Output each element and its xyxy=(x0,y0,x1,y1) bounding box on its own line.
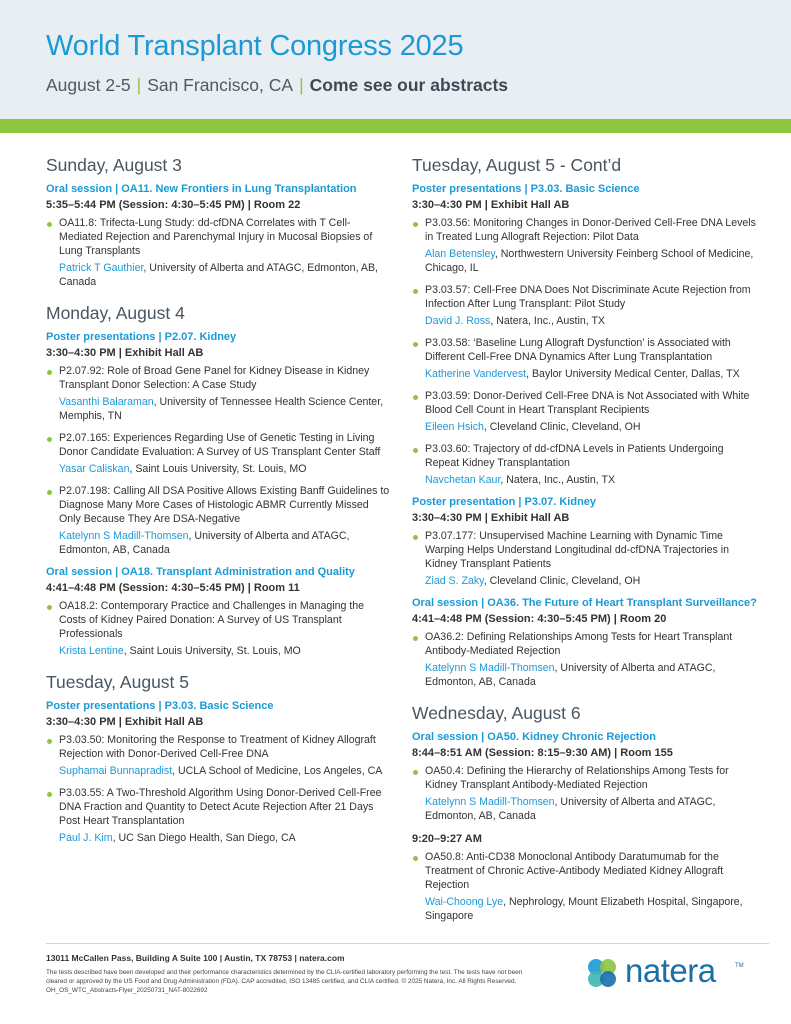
author-affiliation: , UC San Diego Health, San Diego, CA xyxy=(112,832,296,844)
footer-divider xyxy=(46,943,769,944)
author-affiliation: , University of Alberta and ATAGC, Edmonton, AB, Canada xyxy=(425,796,716,822)
author-name: Katelynn S Madill-Thomsen xyxy=(59,530,189,542)
abstract-item xyxy=(46,786,391,845)
session-heading: Poster presentations | P3.03. Basic Science xyxy=(46,700,274,712)
author-name: Ziad S. Zaky xyxy=(425,575,484,587)
event-date: August 2-5 xyxy=(46,75,131,95)
author-affiliation: , University of Alberta and ATAGC, Edmonton, AB, Canada xyxy=(425,662,716,688)
abstract-title: P2.07.92: Role of Broad Gene Panel for Kidney Disease in Kidney Transplant Donor Selection: A Case Study xyxy=(59,365,370,391)
session-heading: Oral session | OA11. New Frontiers in Lung Transplantation xyxy=(46,183,357,195)
day-heading: Tuesday, August 5 xyxy=(46,672,190,692)
bullet-dot xyxy=(413,856,418,861)
author-affiliation: , University of Alberta and ATAGC, Edmonton, AB, Canada xyxy=(59,262,378,288)
session-time: 4:41–4:48 PM (Session: 4:30–5:45 PM) | Room 11 xyxy=(46,582,300,594)
abstract-author xyxy=(425,895,757,923)
abstract-title: P3.07.177: Unsupervised Machine Learning with Dynamic Time Warping Helps Understand Longitudinal dd-cfDNA Trajectories in Kidney Transplant Patients xyxy=(425,530,730,570)
author-name: Suphamai Bunnapradist xyxy=(59,765,173,777)
abstract-item xyxy=(46,484,391,557)
abstract-author xyxy=(425,795,757,823)
abstract-item xyxy=(412,850,757,923)
abstract-author xyxy=(59,395,391,423)
abstract-author xyxy=(59,764,391,778)
day-heading: Wednesday, August 6 xyxy=(412,703,581,723)
author-name: Katelynn S Madill-Thomsen xyxy=(425,662,555,674)
page-title: World Transplant Congress 2025 xyxy=(46,30,464,62)
author-affiliation: , Northwestern University Feinberg School of Medicine, Chicago, IL xyxy=(425,248,754,274)
author-affiliation: , Cleveland Clinic, Cleveland, OH xyxy=(483,575,641,587)
abstract-author xyxy=(425,661,757,689)
session-time: 3:30–4:30 PM | Exhibit Hall AB xyxy=(46,716,204,728)
author-affiliation: , Natera, Inc., Austin, TX xyxy=(490,315,605,327)
author-name: David J. Ross xyxy=(425,315,491,327)
session-heading: Oral session | OA18. Transplant Administration and Quality xyxy=(46,566,355,578)
abstract-author xyxy=(425,247,757,275)
abstract-title: OA18.2: Contemporary Practice and Challenges in Managing the Costs of Kidney Paired Donation: A Survey of US Transplant Professionals xyxy=(59,600,365,640)
separator: | xyxy=(136,75,142,95)
abstract-item xyxy=(46,733,391,778)
abstract-author xyxy=(59,462,391,476)
author-name: Katelynn S Madill-Thomsen xyxy=(425,796,555,808)
abstract-author xyxy=(59,831,391,845)
abstract-title: P3.03.59: Donor-Derived Cell-Free DNA is Not Associated with White Blood Cell Count in Heart Transplant Recipients xyxy=(425,390,750,416)
footer-legal-text: The tests described have been developed and their performance characteristics determined by the CLIA-certified laboratory performing the test. The tests have not been cleared or approved by the US Food and Drug Administration (FDA). CAP accredited, ISO 13485 certified, and CLIA certified. © 2025 Natera, Inc. All Rights Reserved. OH_OS_WTC_Abstracts-Flyer_20250731_NAT-8022692 xyxy=(46,969,523,994)
author-affiliation: , Saint Louis University, St. Louis, MO xyxy=(129,463,307,475)
abstract-title: P3.03.57: Cell-Free DNA Does Not Discriminate Acute Rejection from Infection After Lung Transplant: Pilot Study xyxy=(425,284,751,310)
session-time: 3:30–4:30 PM | Exhibit Hall AB xyxy=(412,199,570,211)
abstract-author xyxy=(59,644,391,658)
bullet-dot xyxy=(47,222,52,227)
abstract-author xyxy=(425,574,757,588)
bullet-dot xyxy=(47,605,52,610)
author-affiliation: , Cleveland Clinic, Cleveland, OH xyxy=(483,421,641,433)
abstract-title: P3.03.56: Monitoring Changes in Donor-Derived Cell-Free DNA Levels in Treated Lung Allograft Rejection: Pilot Data xyxy=(425,217,756,243)
author-affiliation: , UCLA School of Medicine, Los Angeles, CA xyxy=(172,765,383,777)
abstract-title: OA36.2: Defining Relationships Among Tests for Heart Transplant Antibody-Mediated Rejection xyxy=(425,631,733,657)
author-affiliation: , Baylor University Medical Center, Dallas, TX xyxy=(526,368,740,380)
abstract-item xyxy=(46,599,391,658)
trademark-mark: TM xyxy=(735,963,744,969)
author-affiliation: , Natera, Inc., Austin, TX xyxy=(500,474,616,486)
author-name: Alan Betensley xyxy=(425,248,495,260)
session-time: 3:30–4:30 PM | Exhibit Hall AB xyxy=(46,347,204,359)
abstract-author xyxy=(425,473,757,487)
abstract-item xyxy=(412,630,757,689)
abstract-title: P3.03.50: Monitoring the Response to Treatment of Kidney Allograft Rejection with Donor-Derived Cell-Free DNA xyxy=(59,734,376,760)
abstract-author xyxy=(59,261,391,289)
natera-logo-icon xyxy=(585,956,619,990)
natera-wordmark: natera xyxy=(625,952,716,989)
author-affiliation: , University of Tennessee Health Science Center, Memphis, TN xyxy=(59,396,384,422)
abstract-author xyxy=(425,420,757,434)
bullet-dot xyxy=(413,535,418,540)
session-heading: Poster presentation | P3.07. Kidney xyxy=(412,496,597,508)
abstract-title: P2.07.198: Calling All DSA Positive Allows Existing Banff Guidelines to Diagnose Many More Cases of Histologic ABMR Currently Missed Only Because They Are DSA-Negative xyxy=(59,485,390,525)
abstract-item xyxy=(46,364,391,423)
bullet-dot xyxy=(413,448,418,453)
natera-logo xyxy=(585,952,775,992)
session-time: 8:44–8:51 AM (Session: 8:15–9:30 AM) | Room 155 xyxy=(412,747,673,759)
abstract-item xyxy=(412,764,757,823)
bullet-dot xyxy=(47,490,52,495)
abstract-title: P3.03.60: Trajectory of dd-cfDNA Levels in Patients Undergoing Repeat Kidney Transplantation xyxy=(425,443,724,469)
abstract-item xyxy=(412,283,757,328)
header-banner xyxy=(0,0,791,119)
abstract-title: OA11.8: Trifecta-Lung Study: dd-cfDNA Correlates with T Cell-Mediated Rejection and Parenchymal Injury in Mucosal Biopsies of Lung Transplants xyxy=(59,217,373,257)
abstract-title: P3.03.58: ‘Baseline Lung Allograft Dysfunction’ is Associated with Different Cell-Free DNA Dynamics After Lung Transplantation xyxy=(425,337,731,363)
author-affiliation: , University of Alberta and ATAGC, Edmonton, AB, Canada xyxy=(59,530,350,556)
session-heading: Oral session | OA36. The Future of Heart Transplant Surveillance? xyxy=(412,597,757,609)
accent-bar xyxy=(0,119,791,133)
author-name: Yasar Caliskan xyxy=(59,463,130,475)
call-to-action: Come see our abstracts xyxy=(309,75,509,95)
author-affiliation: , Nephrology, Mount Elizabeth Hospital, Singapore, Singapore xyxy=(425,896,743,922)
session-time: 3:30–4:30 PM | Exhibit Hall AB xyxy=(412,512,570,524)
author-name: Wai-Choong Lye xyxy=(425,896,504,908)
abstract-item xyxy=(412,336,757,381)
bullet-dot xyxy=(47,437,52,442)
abstract-author xyxy=(59,529,391,557)
abstract-item xyxy=(412,529,757,588)
footer-address: 13011 McCallen Pass, Building A Suite 100 | Austin, TX 78753 | natera.com xyxy=(46,953,345,963)
abstract-title: P2.07.165: Experiences Regarding Use of Genetic Testing in Living Donor Candidate Evaluation: A Survey of US Transplant Center Staff xyxy=(59,432,381,458)
bullet-dot xyxy=(47,739,52,744)
right-column xyxy=(412,155,757,931)
abstract-title: OA50.8: Anti-CD38 Monoclonal Antibody Daratumumab for the Treatment of Chronic Active-Antibody Mediated Kidney Allograft Rejection xyxy=(425,851,724,891)
separator: | xyxy=(299,75,304,95)
session-heading: Oral session | OA50. Kidney Chronic Rejection xyxy=(412,731,656,743)
author-name: Katherine Vandervest xyxy=(425,368,527,380)
abstract-title: P3.03.55: A Two-Threshold Algorithm Using Donor-Derived Cell-Free DNA Fraction and Quantity to Detect Acute Rejection After 21 Days Post Heart Transplantation xyxy=(59,787,382,827)
author-name: Patrick T Gauthier xyxy=(59,262,144,274)
event-location: San Francisco, CA xyxy=(147,75,294,95)
bullet-dot xyxy=(413,636,418,641)
bullet-dot xyxy=(47,792,52,797)
abstract-author xyxy=(425,314,757,328)
author-name: Eileen Hsich xyxy=(425,421,484,433)
author-name: Vasanthi Balaraman xyxy=(59,396,154,408)
bullet-dot xyxy=(413,289,418,294)
author-affiliation: , Saint Louis University, St. Louis, MO xyxy=(123,645,301,657)
session-time: 5:35–5:44 PM (Session: 4:30–5:45 PM) | Room 22 xyxy=(46,199,301,211)
abstract-title: OA50.4: Defining the Hierarchy of Relationships Among Tests for Kidney Transplant Antibody-Mediated Rejection xyxy=(425,765,729,791)
abstract-item xyxy=(46,431,391,476)
bullet-dot xyxy=(413,342,418,347)
day-heading: Tuesday, August 5 - Cont’d xyxy=(412,155,622,175)
left-column xyxy=(46,155,391,853)
abstract-author xyxy=(425,367,757,381)
header-subtitle xyxy=(46,75,508,96)
bullet-dot xyxy=(413,395,418,400)
abstract-item xyxy=(412,442,757,487)
session-heading: Poster presentations | P2.07. Kidney xyxy=(46,331,237,343)
author-name: Krista Lentine xyxy=(59,645,124,657)
bullet-dot xyxy=(47,370,52,375)
bullet-dot xyxy=(413,222,418,227)
author-name: Navchetan Kaur xyxy=(425,474,501,486)
session-time: 9:20–9:27 AM xyxy=(412,833,482,845)
bullet-dot xyxy=(413,770,418,775)
author-name: Paul J. Kim xyxy=(59,832,113,844)
day-heading: Sunday, August 3 xyxy=(46,155,182,175)
abstract-item xyxy=(46,216,391,289)
session-heading: Poster presentations | P3.03. Basic Science xyxy=(412,183,640,195)
day-heading: Monday, August 4 xyxy=(46,303,185,323)
abstract-item xyxy=(412,216,757,275)
abstract-item xyxy=(412,389,757,434)
session-time: 4:41–4:48 PM (Session: 4:30–5:45 PM) | Room 20 xyxy=(412,613,667,625)
